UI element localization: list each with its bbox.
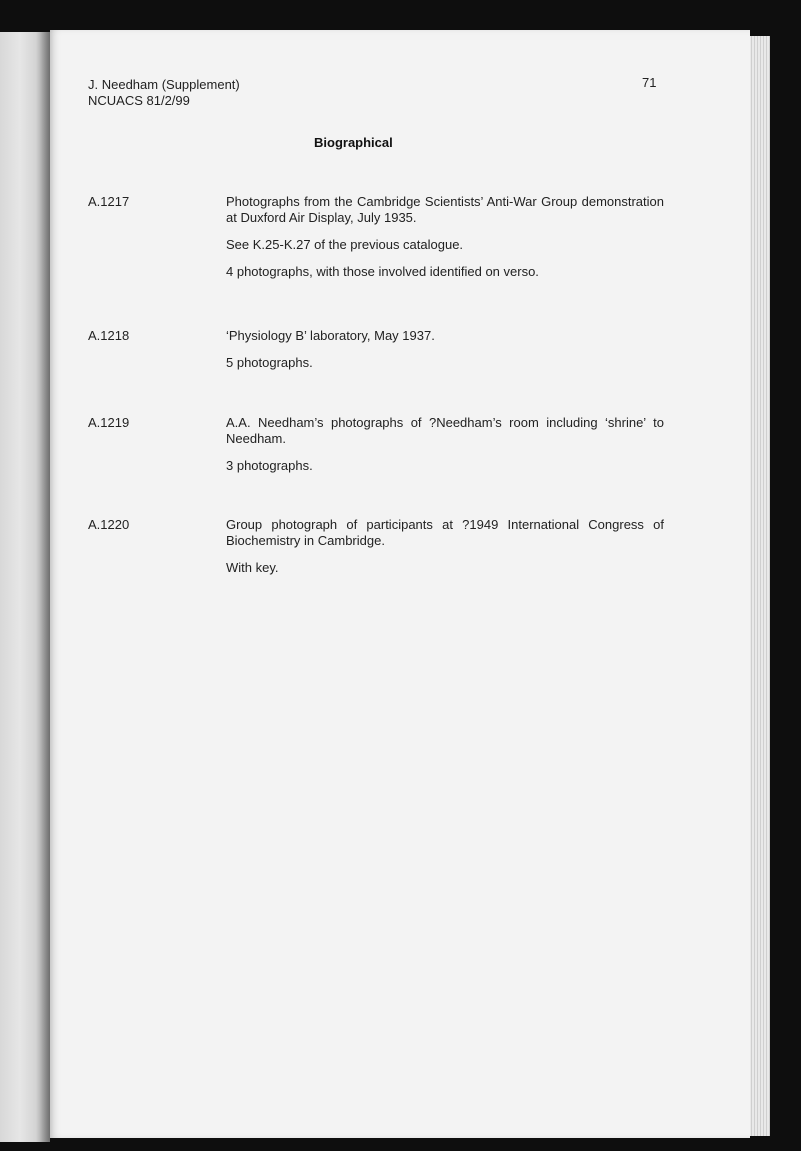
entry-description: [226, 194, 664, 291]
header-reference: NCUACS 81/2/99: [88, 93, 190, 108]
entry-paragraph: 5 photographs.: [226, 355, 313, 370]
running-header: [88, 77, 240, 109]
entry-description: [226, 328, 664, 382]
entry-paragraph: See K.25-K.27 of the previous catalogue.: [226, 237, 464, 252]
entry-paragraph: With key.: [226, 560, 279, 575]
facing-page-edge: [0, 32, 50, 1142]
page-number: 71: [642, 75, 657, 90]
section-title: Biographical: [314, 135, 393, 150]
entry-paragraph: Group photograph of participants at ?1949 International Congress of Biochemistry in Cambridge.: [226, 517, 664, 548]
entry-reference: A.1217: [88, 194, 130, 209]
entry-description: [226, 517, 664, 587]
entry-description: [226, 415, 664, 485]
header-title: J. Needham (Supplement): [88, 77, 240, 92]
entry-reference: A.1220: [88, 517, 130, 532]
entry-paragraph: 3 photographs.: [226, 458, 313, 473]
entry-reference: A.1218: [88, 328, 130, 343]
entry-paragraph: ‘Physiology B’ laboratory, May 1937.: [226, 328, 435, 343]
gutter-shadow: [36, 32, 50, 1142]
entry-paragraph: A.A. Needham’s photographs of ?Needham’s room including ‘shrine’ to Needham.: [226, 415, 664, 446]
entry-paragraph: Photographs from the Cambridge Scientists’ Anti-War Group demonstration at Duxford Air Display, July 1935.: [226, 194, 664, 225]
entry-reference: A.1219: [88, 415, 130, 430]
entry-paragraph: 4 photographs, with those involved identified on verso.: [226, 264, 539, 279]
document-page: [50, 30, 750, 1138]
